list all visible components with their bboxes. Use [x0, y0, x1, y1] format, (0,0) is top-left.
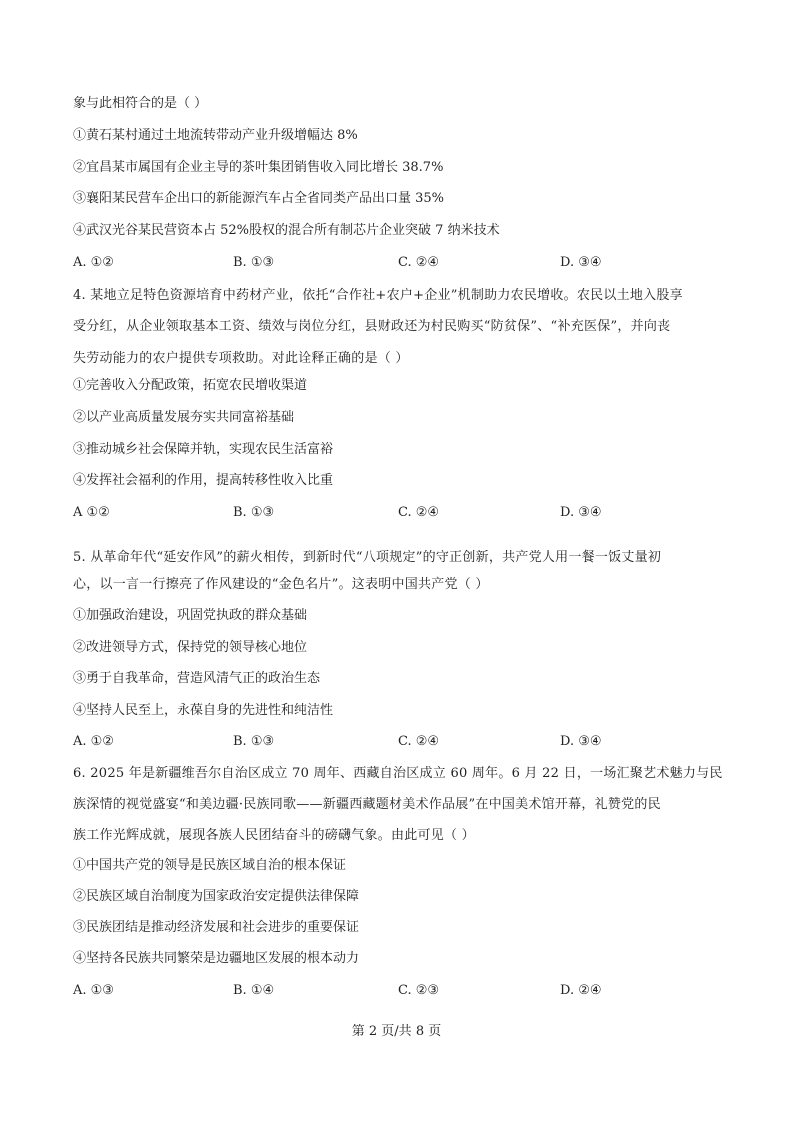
q4-statement-1: ①完善收入分配政策，拓宽农民增收渠道	[73, 378, 308, 393]
q3-statement-3: ③襄阳某民营车企出口的新能源汽车占全省同类产品出口量 35%	[73, 191, 445, 206]
q3-statement-4: ④武汉光谷某民营资本占 52%股权的混合所有制芯片企业突破 7 纳米技术	[73, 223, 500, 238]
q5-option-a[interactable]: A. ①②	[73, 734, 114, 749]
q5-options	[73, 734, 733, 750]
q6-options	[73, 983, 733, 999]
q3-statement-2: ②宜昌某市属国有企业主导的茶叶集团销售收入同比增长 38.7%	[73, 160, 444, 175]
q4-options	[73, 505, 733, 521]
q5-option-c[interactable]: C. ②④	[398, 734, 440, 749]
q3-option-a[interactable]: A. ①②	[73, 255, 114, 270]
q3-option-c[interactable]: C. ②④	[398, 255, 440, 270]
q6-option-c[interactable]: C. ②③	[398, 983, 440, 998]
q5-statement-1: ①加强政治建设，巩固党执政的群众基础	[73, 608, 308, 623]
q3-option-d[interactable]: D. ③④	[560, 255, 602, 270]
q4-statement-3: ③推动城乡社会保障并轨，实现农民生活富裕	[73, 442, 334, 457]
q6-stem-line-2: 族深情的视觉盛宴“和美边疆·民族同歌——新疆西藏题材美术作品展”在中国美术馆开幕，礼赞党的民	[73, 797, 661, 812]
q6-option-b[interactable]: B. ①④	[233, 983, 275, 998]
q5-stem-line-1: 5. 从革命年代“延安作风”的薪火相传，到新时代“八项规定”的守正创新，共产党人用一餐一饭丈量初	[73, 550, 662, 565]
q4-statement-2: ②以产业高质量发展夯实共同富裕基础	[73, 410, 295, 425]
page-number: 第 2 页/共 8 页	[351, 1024, 442, 1039]
q6-stem-line-1: 6. 2025 年是新疆维吾尔自治区成立 70 周年、西藏自治区成立 60 周年。6 月 22 日，一场汇聚艺术魅力与民	[73, 766, 723, 781]
q4-stem-line-1: 4. 某地立足特色资源培育中药材产业，依托“合作社+农户+企业”机制助力农民增收。农民以土地入股享	[73, 288, 683, 303]
q5-option-b[interactable]: B. ①③	[233, 734, 275, 749]
q5-statement-2: ②改进领导方式，保持党的领导核心地位	[73, 640, 308, 655]
q3-statement-1: ①黄石某村通过土地流转带动产业升级增幅达 8%	[73, 128, 358, 143]
q4-stem-line-2: 受分红，从企业领取基本工资、绩效与岗位分红，县财政还为村民购买“防贫保”、“补充医保”，并向丧	[73, 319, 671, 334]
q6-statement-3: ③民族团结是推动经济发展和社会进步的重要保证	[73, 920, 360, 935]
q4-stem-line-3: 失劳动能力的农户提供专项救助。对此诠释正确的是（ ）	[73, 351, 409, 366]
q6-stem-line-3: 族工作光辉成就，展现各族人民团结奋斗的磅礴气象。由此可见（ ）	[73, 828, 475, 843]
q4-statement-4: ④发挥社会福利的作用，提高转移性收入比重	[73, 473, 334, 488]
q5-option-d[interactable]: D. ③④	[560, 734, 602, 749]
q3-stem-tail: 象与此相符合的是（ ）	[73, 96, 208, 111]
q6-statement-1: ①中国共产党的领导是民族区域自治的根本保证	[73, 858, 347, 873]
q5-statement-4: ④坚持人民至上，永葆自身的先进性和纯洁性	[73, 703, 334, 718]
q4-option-d[interactable]: D. ③④	[560, 505, 602, 520]
q5-statement-3: ③勇于自我革命，营造风清气正的政治生态	[73, 671, 321, 686]
q4-option-a[interactable]: A ①②	[73, 505, 110, 520]
q4-option-b[interactable]: B. ①③	[233, 505, 275, 520]
q4-option-c[interactable]: C. ②④	[398, 505, 440, 520]
q6-option-d[interactable]: D. ②④	[560, 983, 602, 998]
q5-stem-line-2: 心，以一言一行擦亮了作风建设的“金色名片”。这表明中国共产党（ ）	[73, 577, 489, 592]
q3-option-b[interactable]: B. ①③	[233, 255, 275, 270]
q3-options	[73, 255, 733, 271]
q6-statement-4: ④坚持各民族共同繁荣是边疆地区发展的根本动力	[73, 951, 360, 966]
q6-statement-2: ②民族区域自治制度为国家政治安定提供法律保障	[73, 889, 360, 904]
q6-option-a[interactable]: A. ①③	[73, 983, 114, 998]
